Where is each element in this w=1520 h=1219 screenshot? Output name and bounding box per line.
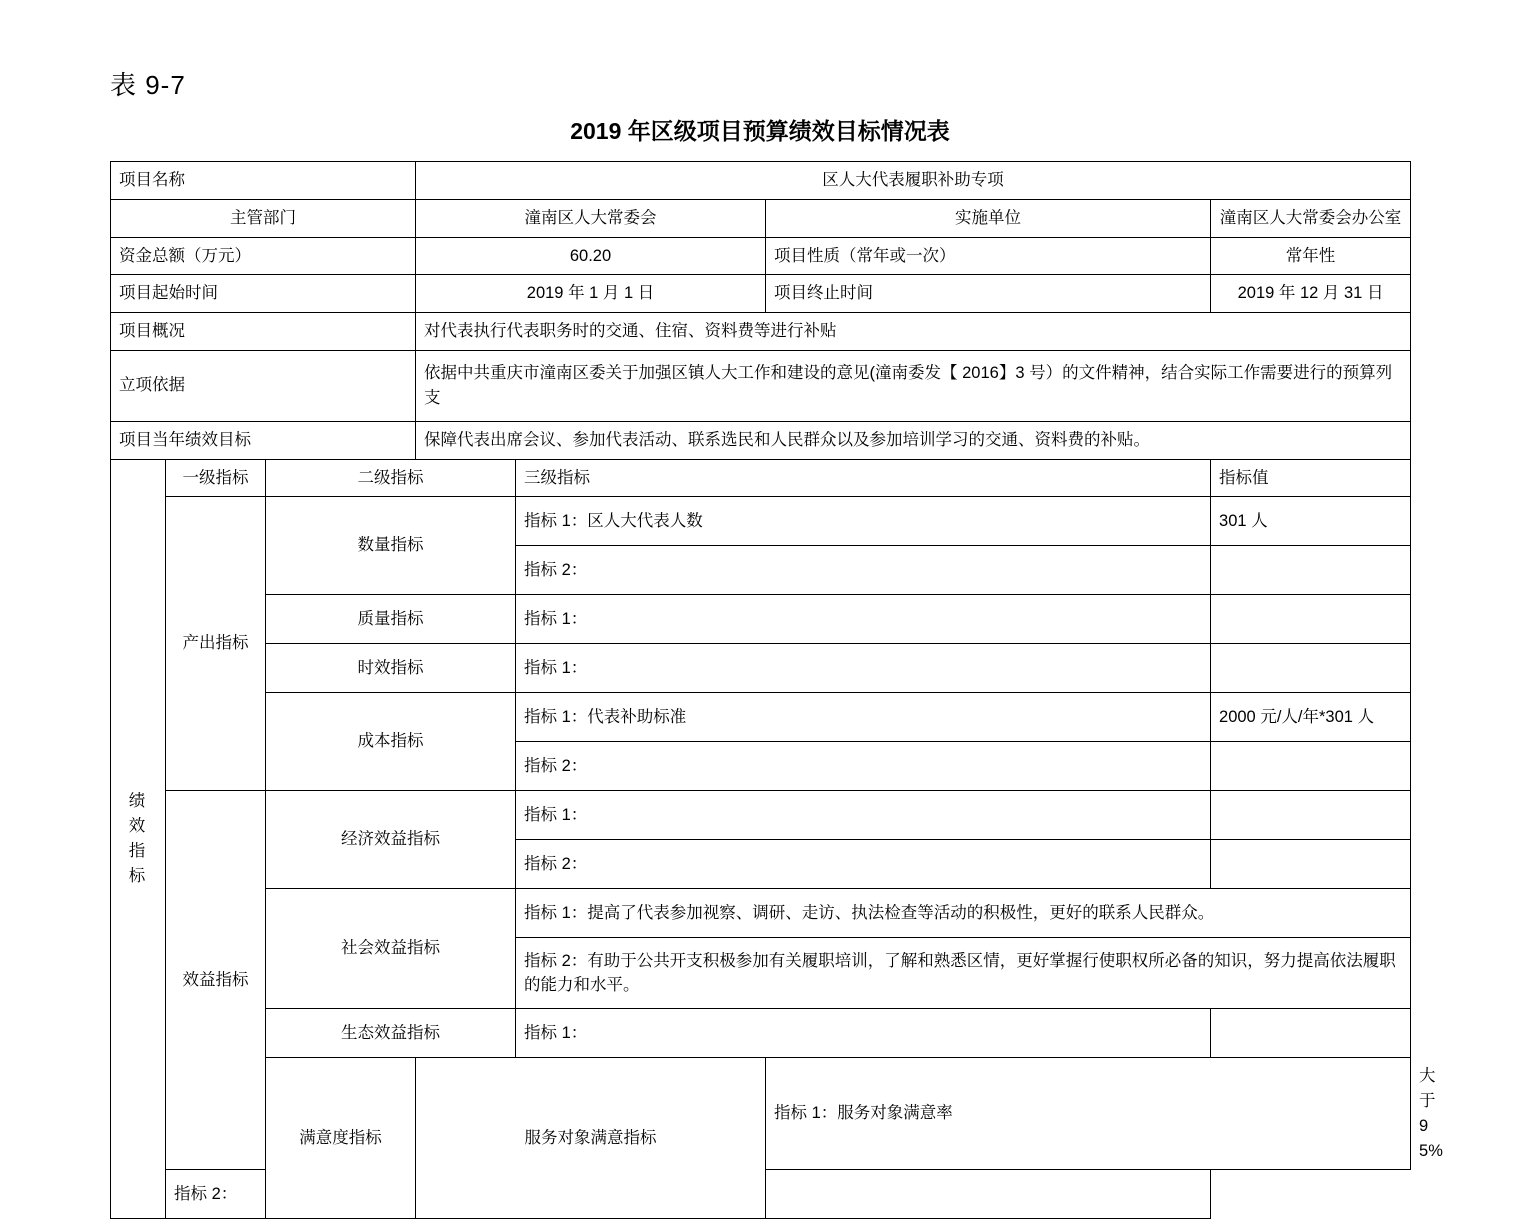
indicator-value — [1211, 595, 1411, 644]
level3-text: 指标 1：代表补助标准 — [516, 693, 1211, 742]
level1-satisfaction: 满意度指标 — [266, 1058, 416, 1219]
level2-economic: 经济效益指标 — [266, 791, 516, 889]
goal-label: 项目当年绩效目标 — [111, 421, 416, 459]
fund-value: 60.20 — [416, 237, 766, 275]
side-label-ch4: 标 — [128, 866, 148, 885]
indicator-value — [1211, 546, 1411, 595]
level3-text: 指标 1：服务对象满意率 — [766, 1058, 1411, 1170]
level2-cost: 成本指标 — [266, 693, 516, 791]
table-row — [111, 644, 1411, 693]
table-row — [111, 237, 1411, 275]
table-row: 满意度指标 服务对象满意指标 指标 1：服务对象满意率 大于 95% — [111, 1058, 1411, 1170]
level3-text: 指标 2： — [516, 546, 1211, 595]
unit-label: 实施单位 — [766, 199, 1211, 237]
table-row — [111, 1009, 1411, 1058]
indicator-value — [1211, 791, 1411, 840]
header-level3: 三级指标 — [516, 459, 1211, 497]
end-label: 项目终止时间 — [766, 275, 1211, 313]
header-value: 指标值 — [1211, 459, 1411, 497]
header-level1: 一级指标 — [166, 459, 266, 497]
level3-text: 指标 2： — [166, 1170, 416, 1219]
indicator-value — [1211, 742, 1411, 791]
table-row — [111, 889, 1411, 938]
basis-label: 立项依据 — [111, 350, 416, 421]
performance-target-table — [110, 161, 1443, 1219]
overview-value: 对代表执行代表职务时的交通、住宿、资料费等进行补贴 — [416, 313, 1411, 351]
level1-benefit: 效益指标 — [166, 791, 266, 1170]
table-row — [111, 497, 1411, 546]
indicator-value — [766, 1170, 1211, 1219]
nature-value: 常年性 — [1211, 237, 1411, 275]
level2-ecological: 生态效益指标 — [266, 1009, 516, 1058]
table-row — [111, 162, 1411, 200]
overview-label: 项目概况 — [111, 313, 416, 351]
level3-text: 指标 2： — [516, 742, 1211, 791]
nature-label: 项目性质（常年或一次） — [766, 237, 1211, 275]
table-row — [111, 595, 1411, 644]
performance-indicator-side-label — [111, 459, 166, 1219]
side-label-ch3: 指 — [128, 841, 148, 860]
level3-text: 指标 2：有助于公共开支积极参加有关履职培训，了解和熟悉区情，更好掌握行使职权所必备的知识，努力提高依法履职的能力和水平。 — [516, 938, 1411, 1009]
table-row — [111, 791, 1411, 840]
table-row — [111, 421, 1411, 459]
level3-text: 指标 1： — [516, 791, 1211, 840]
table-row — [111, 199, 1411, 237]
header-level2: 二级指标 — [266, 459, 516, 497]
fund-label: 资金总额（万元） — [111, 237, 416, 275]
table-row — [111, 693, 1411, 742]
level3-text: 指标 1：区人大代表人数 — [516, 497, 1211, 546]
start-label: 项目起始时间 — [111, 275, 416, 313]
dept-label: 主管部门 — [111, 199, 416, 237]
level2-social: 社会效益指标 — [266, 889, 516, 1009]
table-row — [111, 275, 1411, 313]
project-name-value: 区人大代表履职补助专项 — [416, 162, 1411, 200]
goal-value: 保障代表出席会议、参加代表活动、联系选民和人民群众以及参加培训学习的交通、资料费的补贴。 — [416, 421, 1411, 459]
level3-text: 指标 2： — [516, 840, 1211, 889]
indicator-value: 2000 元/人/年*301 人 — [1211, 693, 1411, 742]
table-row — [111, 313, 1411, 351]
level2-service-satisfaction: 服务对象满意指标 — [416, 1058, 766, 1219]
level3-text: 指标 1：提高了代表参加视察、调研、走访、执法检查等活动的积极性，更好的联系人民群众。 — [516, 889, 1411, 938]
table-label: 表 9-7 — [110, 70, 186, 100]
indicator-value — [1211, 840, 1411, 889]
document-title: 2019 年区级项目预算绩效目标情况表 — [570, 118, 950, 145]
indicator-value — [1211, 644, 1411, 693]
dept-value: 潼南区人大常委会 — [416, 199, 766, 237]
side-label-ch2: 效 — [128, 817, 148, 836]
indicator-value — [1211, 1009, 1411, 1058]
project-name-label: 项目名称 — [111, 162, 416, 200]
level3-text: 指标 1： — [516, 644, 1211, 693]
level2-quantity: 数量指标 — [266, 497, 516, 595]
level2-timeliness: 时效指标 — [266, 644, 516, 693]
level1-output: 产出指标 — [166, 497, 266, 791]
indicator-value: 301 人 — [1211, 497, 1411, 546]
end-value: 2019 年 12 月 31 日 — [1211, 275, 1411, 313]
basis-value: 依据中共重庆市潼南区委关于加强区镇人大工作和建设的意见(潼南委发【 2016】3 号）的文件精神，结合实际工作需要进行的预算列支 — [416, 350, 1411, 421]
side-label-ch1: 绩 — [128, 792, 148, 811]
level2-quality: 质量指标 — [266, 595, 516, 644]
level3-text: 指标 1： — [516, 1009, 1211, 1058]
table-row — [111, 350, 1411, 421]
indicator-header-row — [111, 459, 1411, 497]
unit-value: 潼南区人大常委会办公室 — [1211, 199, 1411, 237]
start-value: 2019 年 1 月 1 日 — [416, 275, 766, 313]
level3-text: 指标 1： — [516, 595, 1211, 644]
